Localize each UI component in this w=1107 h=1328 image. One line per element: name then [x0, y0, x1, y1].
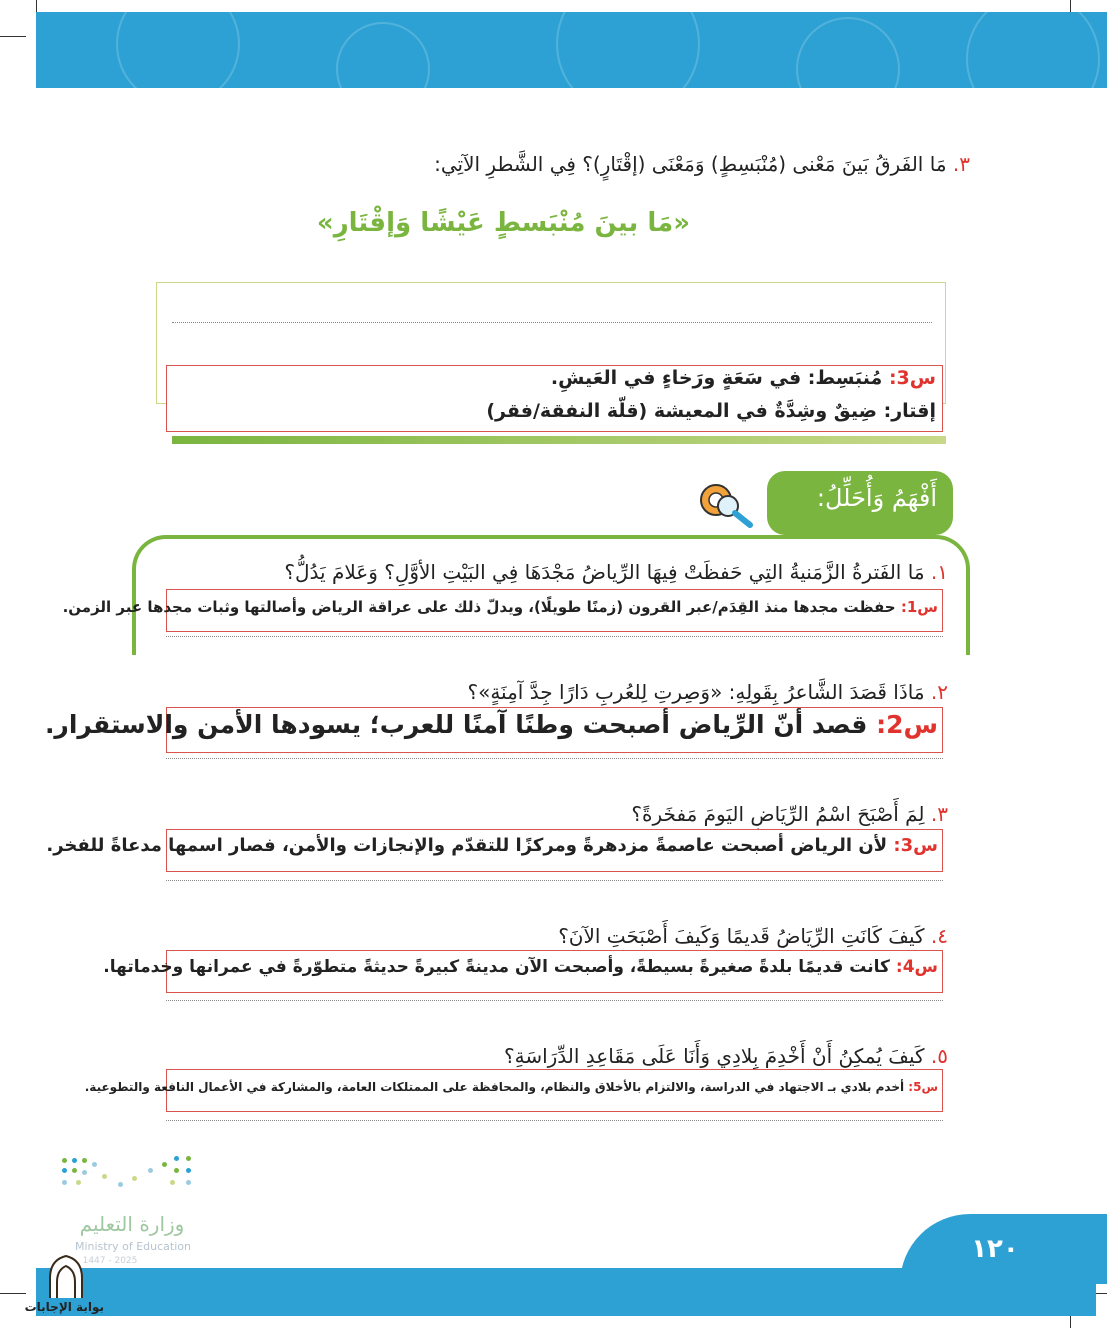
- answer-line: [166, 758, 943, 759]
- question-number: ٤.: [930, 924, 948, 948]
- answer-text: حفظت مجدها منذ القِدَم/عبر القرون (زمنًا طويلًا)، ويدلّ ذلك على عراقة الرياض وأصالتها وثبات مجدها عبر الزمن.: [62, 598, 896, 616]
- answer-label: س5:: [908, 1080, 938, 1094]
- question-3-prompt: [340, 152, 970, 176]
- divider-bar: [172, 436, 946, 444]
- question-2-prompt: [400, 680, 948, 704]
- mosque-icon: [44, 1254, 88, 1300]
- answer-text: قصد أنّ الرِّياض أصبحت وطنًا آمنًا للعرب؛ يسودها الأمن والاستقرار.: [44, 710, 868, 739]
- answer-label: س3:: [888, 367, 936, 389]
- question-text: كَيفَ يُمكِنُ أَنْ أَخْدِمَ بِلادِي وَأَنَا عَلَى مَقَاعِدِ الدِّرَاسَةِ؟: [503, 1044, 925, 1068]
- answer-line: [166, 880, 943, 881]
- question-4-prompt: [500, 924, 948, 948]
- top-banner: [36, 12, 1107, 88]
- ministry-name-ar: وزارة التعليم: [79, 1212, 185, 1236]
- answer-line: [166, 1120, 943, 1121]
- answer-line-2: إقتار: ضِيقٌ وشِدَّةٌ في المعيشة (قلّة النفقة/فقر): [486, 400, 936, 422]
- answer-text: لأن الرياض أصبحت عاصمةً مزدهرةً ومركزًا للتقدّم والإنجازات والأمن، فصار اسمها مدعاةً للفخر.: [46, 835, 888, 856]
- answer-2: [44, 710, 938, 739]
- answer-line: [166, 636, 943, 637]
- bottom-banner: [36, 1268, 1096, 1316]
- watermark-text: بوابة الإجابات: [24, 1300, 104, 1314]
- answer-label: س1:: [900, 598, 938, 616]
- ministry-logo-icon: [62, 1152, 198, 1200]
- question-1-prompt: [200, 560, 948, 584]
- question-number: ٣.: [952, 152, 970, 176]
- question-text: كَيفَ كَانَتِ الرِّيَاضُ قَديمًا وَكَيفَ أَصْبَحَتِ الآنَ؟: [558, 924, 925, 948]
- question-number: ٥.: [930, 1044, 948, 1068]
- page-number: ١٢٠: [971, 1234, 1019, 1264]
- answer-3: [46, 835, 938, 856]
- poem-quote: «مَا بينَ مُنْبَسطٍ عَيْشًا وَإقْتَارِ»: [316, 208, 690, 238]
- question-text: مَا الفَرقُ بَينَ مَعْنى (مُنْبَسِطٍ) وَمَعْنَى (إقْتَارٍ)؟ فِي الشَّطرِ الآتِي:: [434, 152, 947, 176]
- answer-text: كانت قديمًا بلدةً صغيرةً بسيطةً، وأصبحت الآن مدينةً كبيرةً حديثةً متطوّرةً في عمرانها وخدماتها.: [103, 957, 890, 977]
- crop-mark: [0, 36, 26, 37]
- answer-label: س4:: [895, 957, 938, 977]
- question-text: لِمَ أَصْبَحَ اسْمُ الرِّيَاضِ اليَومَ مَفخَرةً؟: [631, 802, 925, 826]
- question-3b-prompt: [560, 802, 948, 826]
- question-text: مَا الفَترةُ الزَّمَنيةُ التِي حَفظَتْ فِيهَا الرِّياضُ مَجْدَهَا فِي البَيْتِ الأوَّلِ؟ وَعَلامَ يَدُلُّ؟: [284, 560, 925, 584]
- answer-4: [103, 957, 938, 977]
- ministry-name-en: Ministry of Education: [74, 1240, 191, 1253]
- answer-text: مُنبَسِط: في سَعَةٍ ورَخاءٍ في العَيشِ.: [550, 367, 883, 389]
- answer-label: س2:: [876, 710, 938, 739]
- answer-label: س3:: [893, 835, 938, 856]
- question-text: مَاذَا قَصَدَ الشَّاعرُ بِقَولِهِ: «وَصِرتِ لِلعُربِ دَارًا جِدَّ آمِنَةٍ»؟: [467, 680, 925, 704]
- question-5-prompt: [440, 1044, 948, 1068]
- answer-line-1: [180, 367, 936, 389]
- answer-line: [172, 322, 932, 323]
- question-number: ٢.: [930, 680, 948, 704]
- question-number: ١.: [930, 560, 948, 584]
- question-number: ٣.: [930, 802, 948, 826]
- answer-line: [166, 1000, 943, 1001]
- crop-mark: [0, 1293, 26, 1294]
- magnifier-gear-icon: [694, 478, 756, 530]
- ministry-year: 1447 - 2025: [82, 1256, 138, 1266]
- answer-1: [62, 598, 938, 616]
- answer-5: [84, 1080, 938, 1094]
- answer-text: أخدم بلادي بـ الاجتهاد في الدراسة، والالتزام بالأخلاق والنظام، والمحافظة على الممتلكات العامة، والمشاركة في الأعمال النافعة والتطوعية.: [84, 1080, 905, 1094]
- section-title: أَفْهَمُ وَأُحَلِّلُ:: [816, 484, 937, 512]
